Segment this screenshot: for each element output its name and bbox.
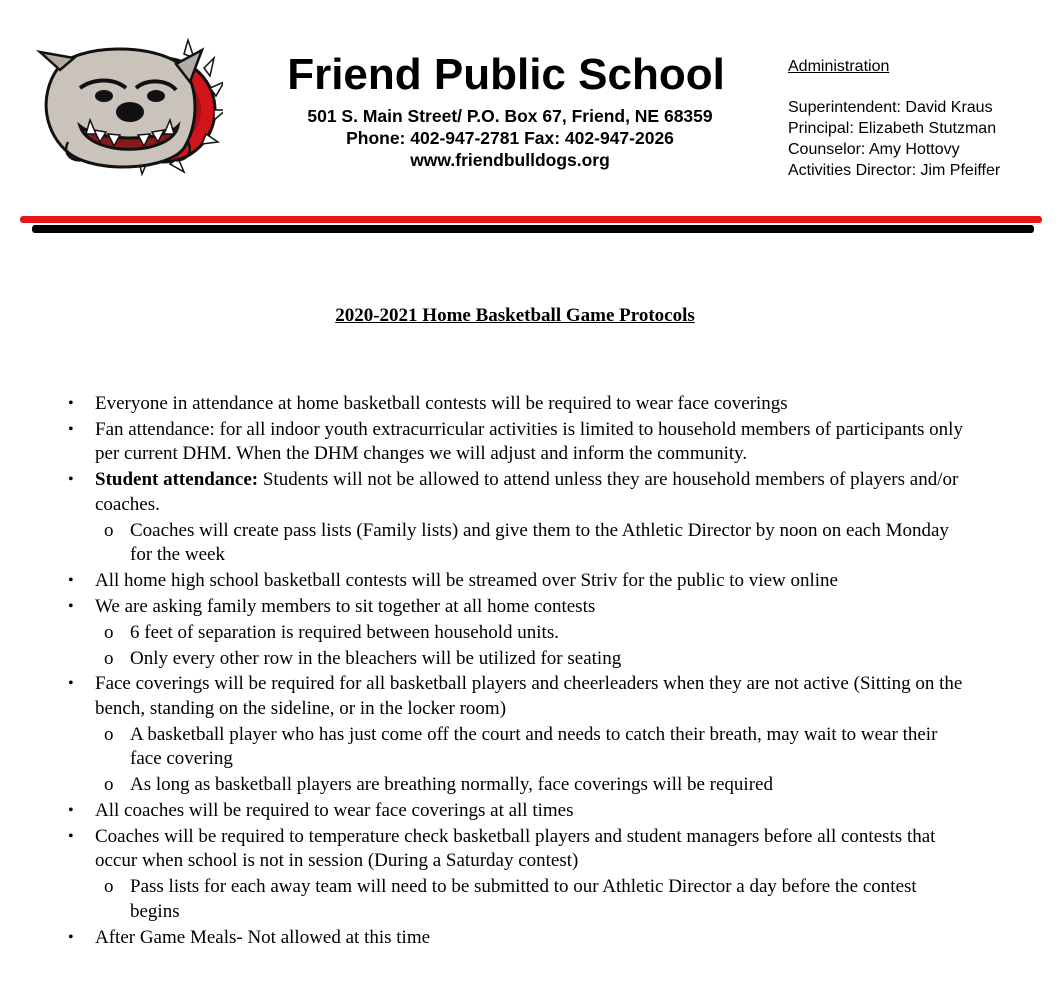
bullet-marker: • — [68, 827, 74, 845]
bullet-marker: • — [68, 420, 74, 438]
list-item: • Everyone in attendance at home basketball contests will be required to wear face coverings — [64, 392, 964, 416]
header-rule-black — [32, 225, 1034, 233]
header-rule-red — [20, 216, 1042, 223]
admin-activities-director: Activities Director: Jim Pfeiffer — [788, 162, 1001, 179]
list-item: • Fan attendance: for all indoor youth extracurricular activities is limited to household members of participants only per current DHM. When the DHM changes we will adjust and inform the community. — [68, 418, 963, 465]
bullet-marker: • — [68, 597, 74, 615]
document-title — [0, 304, 1030, 328]
administration-block — [788, 56, 1048, 181]
sub-list-item: o As long as basketball players are breathing normally, face coverings will be required — [64, 773, 964, 797]
list-item: • Face coverings will be required for all basketball players and cheerleaders when they are not active (Sitting on the bench, standing on the sideline, or in the locker room) — [68, 673, 963, 719]
list-item: • All coaches will be required to wear face coverings at all times — [64, 799, 964, 823]
admin-counselor: Counselor: Amy Hottovy — [788, 141, 960, 158]
bullet-marker: • — [68, 395, 74, 412]
sub-list-item: o Only every other row in the bleachers will be utilized for seating — [64, 647, 964, 671]
admin-principal: Principal: Elizabeth Stutzman — [788, 120, 997, 137]
address: 501 S. Main Street/ P.O. Box 67, Friend, NE 68359 — [307, 106, 713, 126]
bullet-marker: • — [68, 571, 74, 589]
school-name: Friend Public School — [287, 50, 725, 99]
sub-marker: o — [104, 519, 114, 541]
contact-block — [260, 105, 760, 171]
bullet-marker: • — [68, 802, 74, 819]
sub-marker: o — [104, 621, 114, 643]
protocol-list — [64, 392, 964, 951]
administration-heading: Administration — [788, 58, 890, 75]
sub-list-item: o Pass lists for each away team will need to be submitted to our Athletic Director a day before the contest begins — [104, 876, 917, 922]
phone-fax: Phone: 402-947-2781 Fax: 402-947-2026 — [346, 128, 674, 148]
sub-marker: o — [104, 774, 114, 796]
list-item: • Coaches will be required to temperature check basketball players and student managers before all contests that occur when school is not in session (During a Saturday contest) — [68, 825, 936, 872]
website: www.friendbulldogs.org — [410, 150, 610, 170]
document-title-text: 2020-2021 Home Basketball Game Protocols — [335, 305, 695, 326]
bold-lead: Student attendance: — [95, 469, 259, 491]
list-item: • Student attendance: Students will not be allowed to attend unless they are household members of players and/or coaches. — [68, 469, 959, 515]
list-item: • All home high school basketball contests will be streamed over Striv for the public to view online — [64, 569, 964, 593]
sub-marker: o — [104, 723, 114, 745]
sub-list-item: o Coaches will create pass lists (Family lists) and give them to the Athletic Director by noon on each Monday for the week — [104, 519, 949, 565]
sub-marker: o — [104, 876, 114, 898]
bulldog-mascot-icon — [28, 30, 223, 190]
sub-list-item: o A basketball player who has just come off the court and needs to catch their breath, may wait to wear their face covering — [104, 723, 938, 770]
sub-marker: o — [104, 647, 114, 669]
list-item: • After Game Meals- Not allowed at this time — [64, 926, 964, 950]
sub-list-item: o 6 feet of separation is required between household units. — [64, 621, 964, 645]
bullet-marker: • — [68, 928, 74, 946]
admin-superintendent: Superintendent: David Kraus — [788, 99, 993, 116]
bullet-marker: • — [68, 675, 74, 693]
bullet-marker: • — [68, 471, 74, 489]
list-item: • We are asking family members to sit together at all home contests — [64, 595, 964, 619]
